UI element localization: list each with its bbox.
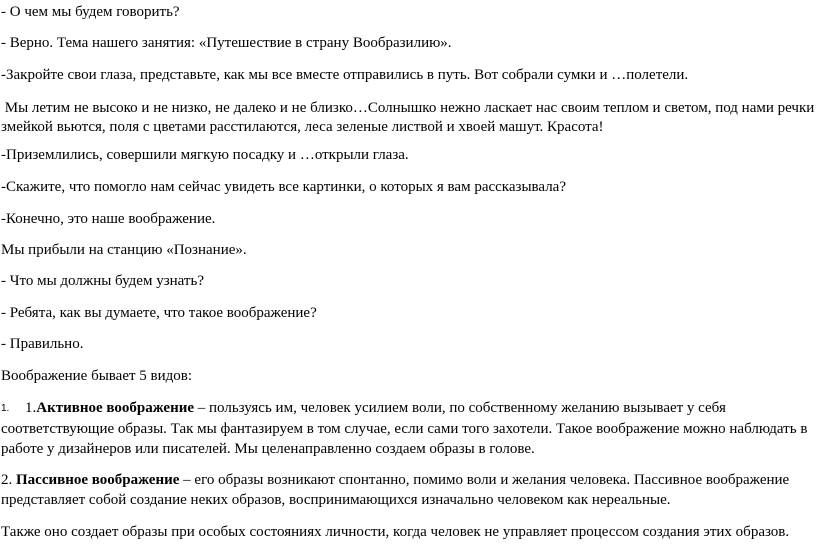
types-intro: Воображение бывает 5 видов:	[1, 368, 193, 384]
list-item-line: работе у дизайнеров или писателей. Мы целенаправленно создаем образы в голове.	[1, 441, 535, 457]
dialogue-line-3: -Закройте свои глаза, представьте, как мы все вместе отправились в путь. Вот собрали сумки и …полетели.	[1, 67, 689, 83]
dialogue-line-2: - Верно. Тема нашего занятия: «Путешествие в страну Вообразилию».	[1, 35, 452, 51]
item-prefix: 2.	[1, 472, 16, 488]
list-item-line: представляет собой создание неких образов, воспринимающихся изначально человеком как нереальные.	[1, 492, 671, 508]
dialogue-line-10: - Правильно.	[1, 336, 84, 352]
definition-text: – пользуясь им, человек усилием воли, по собственному желанию вызывает у себя	[194, 400, 726, 416]
closing-paragraph: Также оно создает образы при особых состояниях личности, когда человек не управляет процессом создания этих образов.	[1, 524, 790, 540]
term-active: Активное воображение	[36, 400, 195, 416]
dialogue-line-1: - О чем мы будем говорить?	[1, 4, 180, 20]
term-passive: Пассивное воображение	[16, 472, 180, 488]
station-line: Мы прибыли на станцию «Познание».	[1, 242, 247, 258]
list-item-line: соответствующие образы. Так мы фантазируем в том случае, если сами того захотели. Такое воображение можно наблюдать в	[1, 421, 808, 437]
dialogue-line-7: -Конечно, это наше воображение.	[1, 211, 216, 227]
dialogue-line-5: -Приземлились, совершили мягкую посадку и …открыли глаза.	[1, 147, 409, 163]
list-item-line	[1, 398, 813, 419]
list-marker: 1.	[1, 403, 10, 414]
dialogue-line-4b: змейкой вьются, поля с цветами расстилаются, леса зеленые листвой и хвоей машут. Красота!	[1, 119, 604, 135]
item-prefix: 1.	[25, 400, 37, 416]
dialogue-line-4a: Мы летим не высоко и не низко, не далеко и не близко…Солнышко нежно ласкает нас своим теплом и светом, под нами речки	[1, 100, 815, 116]
dialogue-line-8: - Что мы должны будем узнать?	[1, 273, 204, 289]
definition-text: – его образы возникают спонтанно, помимо воли и желания человека. Пассивное воображение	[179, 472, 790, 488]
dialogue-line-6: -Скажите, что помогло нам сейчас увидеть все картинки, о которых я вам рассказывала?	[1, 179, 566, 195]
list-item-line	[1, 470, 813, 490]
list-item-active-imagination	[1, 398, 813, 459]
dialogue-line-9: - Ребята, как вы думаете, что такое воображение?	[1, 305, 317, 321]
list-item-passive-imagination	[1, 470, 813, 510]
